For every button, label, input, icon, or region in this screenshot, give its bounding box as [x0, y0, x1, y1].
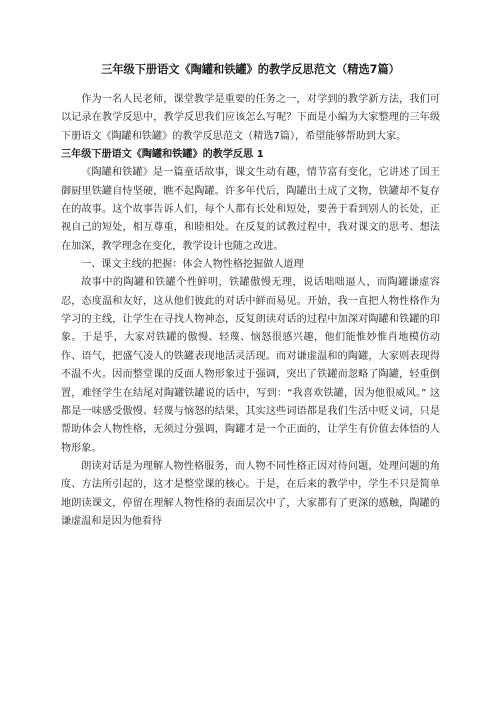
subsection-heading: 一、课文主线的把握：体会人物性格挖掘做人道理 [81, 259, 304, 271]
body-paragraph-1: 《陶罐和铁罐》是一篇童话故事，课文生动有趣，情节富有变化，它讲述了国王御厨里铁罐自恃坚硬，瞧不起陶罐。许多年代后，陶罐出土成了文物，铁罐却不复存在的故事。这个故事告诉人们，每个人都有长处和短处，要善于看到别人的长处，正视自己的短处，相互尊重，和睦相处。在反复的试教过程中，我对课文的思考、想法在加深，教学理念在变化，教学设计也随之改进。 [61, 167, 440, 252]
intro-paragraph: 作为一名人民老师，课堂教学是重要的任务之一，对学到的教学新方法，我们可以记录在教学反思中，教学反思我们应该怎么写呢？下面是小编为大家整理的三年级下册语文《陶罐和铁罐》的教学反思范文（精选7篇），希望能够帮助到大家。 [61, 94, 440, 142]
section-heading: 三年级下册语文《陶罐和铁罐》的教学反思 1 [61, 149, 264, 161]
body-paragraph-3: 朗读对话是为理解人物性格服务，而人物不同性格正因对待问题，处理问题的角度、方法所引起的，这才是整堂课的核心。于是，在后来的教学中，学生不只是简单地朗读课文，停留在理解人物性格的表面层次中了，大家都有了更深的感触，陶罐的谦虚温和是因为他看待 [61, 460, 440, 527]
body-paragraph-2: 故事中的陶罐和铁罐个性鲜明，铁罐傲慢无理，说话咄咄逼人，而陶罐谦虚容忍，态度温和友好，这从他们彼此的对话中鲜而易见。开始，我一直把人物性格作为学习的主线，让学生在寻找人物神态，反复朗读对话的过程中加深对陶罐和铁罐的印象。于是乎，大家对铁罐的傲慢、轻蔑、恼怒很感兴趣，他们能惟妙惟肖地模仿动作、语气，把盛气凌人的铁罐表现地活灵活现。而对谦虚温和的陶罐，大家则表现得不温不火。因而整堂课的反面人物形象过于强调，突出了铁罐而忽略了陶罐，轻重倒置，难怪学生在结尾对陶罐铁罐说的话中，写到：“我喜欢铁罐，因为他很威风。” 这都是一味感受傲慢、轻蔑与恼怒的结果，其实这些词语都是我们生活中贬义词，只是帮助体会人物性格，无须过分强调，陶罐才是一个正面的，让学生有价值去体悟的人物形象。 [61, 277, 440, 454]
document-title: 三年级下册语文《陶罐和铁罐》的教学反思范文（精选7篇） [101, 63, 400, 76]
